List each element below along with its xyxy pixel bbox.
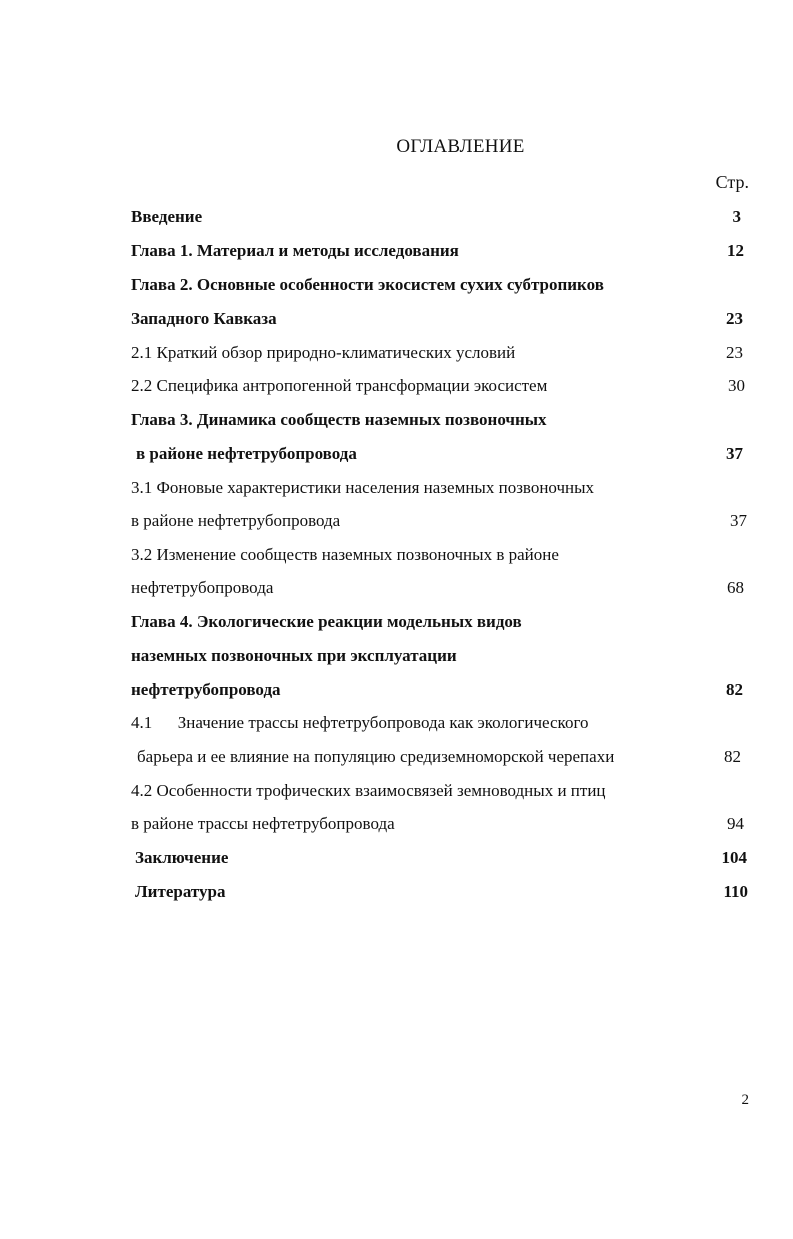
toc-entry-text: в районе нефтетрубопровода (131, 511, 341, 530)
toc-entry-section-3-2[interactable] (0, 542, 793, 568)
toc-entry-chapter-4-cont-1[interactable] (0, 643, 793, 669)
footer-page-number: 2 (741, 1092, 749, 1108)
toc-entry-text: Западного Кавказа (131, 309, 277, 328)
page-column-header: Стр. (715, 172, 749, 192)
toc-entry-section-2-2[interactable] (0, 373, 793, 399)
toc-entry-chapter-2[interactable] (0, 272, 793, 298)
toc-entry-conclusion[interactable] (0, 845, 793, 871)
toc-entry-text: Введение (131, 207, 203, 226)
toc-entry-text: 3.1 Фоновые характеристики населения наземных позвоночных (131, 478, 595, 497)
toc-entry-text: наземных позвоночных при эксплуатации (131, 646, 457, 665)
toc-entry-text: 4.1 Значение трассы нефтетрубопровода как экологического (131, 713, 589, 732)
toc-entry-section-4-1-cont[interactable] (0, 744, 793, 770)
toc-entry-text: 4.2 Особенности трофических взаимосвязей земноводных и птиц (131, 781, 606, 800)
toc-entry-text: 2.1 Краткий обзор природно-климатических условий (131, 343, 516, 362)
toc-entry-section-4-2[interactable] (0, 778, 793, 804)
toc-entry-literature[interactable] (0, 879, 793, 905)
toc-entry-chapter-3[interactable] (0, 407, 793, 433)
page-title: ОГЛАВЛЕНИЕ (396, 136, 525, 157)
toc-entry-page: 82 (724, 747, 741, 766)
toc-entry-page: 82 (726, 680, 743, 699)
toc-entry-chapter-2-cont[interactable] (0, 306, 793, 332)
toc-entry-page: 37 (726, 444, 743, 463)
toc-entry-text: Глава 4. Экологические реакции модельных видов (131, 612, 522, 631)
toc-entry-text: 3.2 Изменение сообществ наземных позвоночных в районе (131, 545, 559, 564)
toc-entry-text: в районе трассы нефтетрубопровода (131, 814, 395, 833)
toc-entry-section-4-1[interactable] (0, 710, 793, 736)
toc-entry-section-3-2-cont[interactable] (0, 575, 793, 601)
toc-entry-page: 94 (727, 814, 744, 833)
toc-entry-chapter-4[interactable] (0, 609, 793, 635)
toc-entry-text: Литература (135, 882, 226, 901)
toc-entry-chapter-3-cont[interactable] (0, 441, 793, 467)
toc-entry-text: Глава 2. Основные особенности экосистем сухих субтропиков (131, 275, 604, 294)
toc-entry-text: Заключение (135, 848, 229, 867)
toc-entry-text: нефтетрубопровода (131, 578, 274, 597)
toc-entry-page: 23 (726, 309, 743, 328)
toc-entry-chapter-4-cont-2[interactable] (0, 677, 793, 703)
toc-entry-text: Глава 3. Динамика сообществ наземных позвоночных (131, 410, 547, 429)
toc-entry-page: 37 (730, 511, 747, 530)
toc-entry-section-3-1[interactable] (0, 475, 793, 501)
toc-entry-page: 110 (723, 882, 748, 901)
toc-entry-text: в районе нефтетрубопровода (136, 444, 357, 463)
toc-entry-page: 3 (732, 207, 741, 226)
toc-entry-page: 23 (726, 343, 743, 362)
toc-entry-page: 12 (727, 241, 744, 260)
toc-entry-text: нефтетрубопровода (131, 680, 281, 699)
toc-entry-page: 68 (727, 578, 744, 597)
toc-entry-section-4-2-cont[interactable] (0, 811, 793, 837)
toc-entry-section-3-1-cont[interactable] (0, 508, 793, 534)
toc-entry-page: 30 (728, 376, 745, 395)
toc-entry-page: 104 (721, 848, 747, 867)
toc-entry-text: барьера и ее влияние на популяцию средиземноморской черепахи (137, 747, 615, 766)
toc-entry-text: 2.2 Специфика антропогенной трансформации экосистем (131, 376, 548, 395)
toc-entry-chapter-1[interactable] (0, 238, 793, 264)
toc-entry-text: Глава 1. Материал и методы исследования (131, 241, 459, 260)
toc-entry-section-2-1[interactable] (0, 340, 793, 366)
toc-entry-introduction[interactable] (0, 204, 793, 230)
